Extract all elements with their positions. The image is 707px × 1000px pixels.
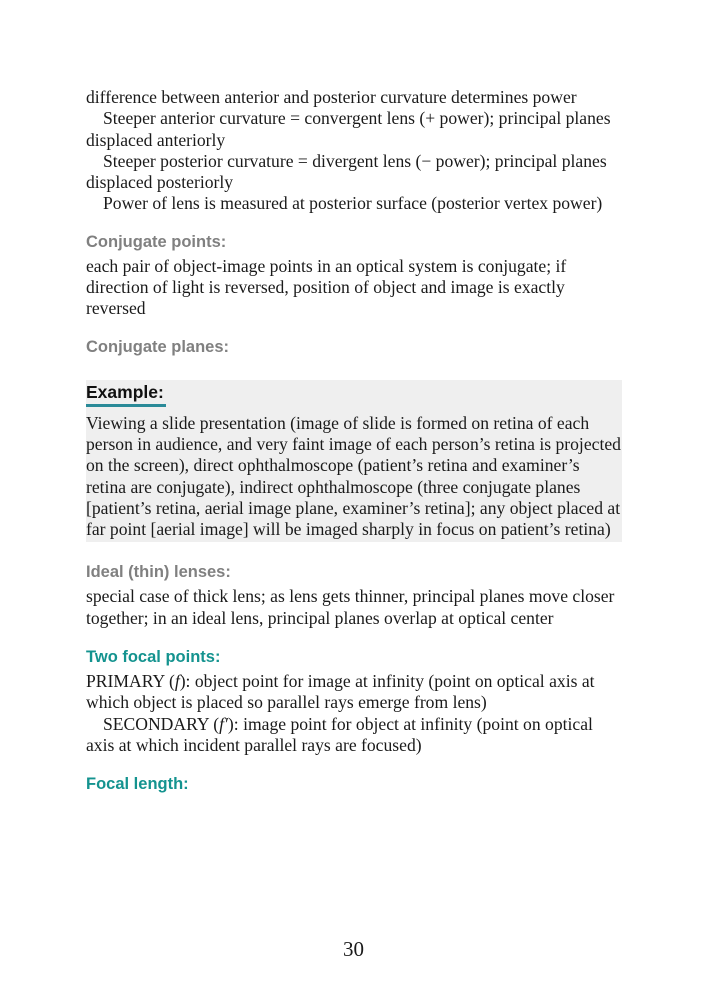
primary-label: PRIMARY ( — [86, 671, 175, 692]
conjugate-points-text: each pair of object-image points in an optical system is conjugate; if direction of light is reversed, position of object and image is exactly reversed — [86, 255, 567, 319]
posterior-curvature-paragraph: Steeper posterior curvature = divergent lens (− power); principal planes displaced posteriorly — [86, 150, 607, 193]
lens-power-paragraph: Power of lens is measured at posterior surface (posterior vertex power) — [103, 193, 603, 214]
ideal-lenses-text: special case of thick lens; as lens gets thinner, principal planes move closer together; in an ideal lens, principal planes overlap at optical center — [86, 586, 615, 628]
primary-symbol: f — [174, 671, 180, 692]
ideal-lenses-heading: Ideal (thin) lenses: — [86, 563, 231, 582]
focal-points-heading: Two focal points: — [86, 648, 221, 667]
page-number: 30 — [343, 937, 364, 961]
intro-paragraph: difference between anterior and posterior curvature determines power — [86, 87, 577, 107]
anterior-curvature-paragraph: Steeper anterior curvature = convergent lens (+ power); principal planes displaced anteriorly — [86, 108, 611, 150]
conjugate-planes-heading: Conjugate planes: — [86, 337, 230, 356]
focal-length-heading: Focal length: — [86, 775, 189, 794]
secondary-symbol: f′ — [219, 713, 228, 734]
example-text: Viewing a slide presentation (image of slide is formed on retina of each person in audience, and very faint image of each person’s retina is projected on the screen), direct ophthalmoscope (patient’s retina and examiner’s retina are conjugate), indirect ophthalmoscope (three conjugate planes [patient’s retina, aerial image plane, examiner’s retina]; any object placed at far point [aerial image] will be imaged sharply in focus on patient’s retina) — [86, 412, 621, 540]
secondary-focal-point-text — [86, 714, 622, 757]
secondary-label: SECONDARY ( — [103, 713, 220, 734]
example-box — [86, 380, 622, 543]
page-content — [86, 87, 622, 798]
primary-focal-point-text — [86, 671, 622, 714]
conjugate-points-heading: Conjugate points: — [86, 232, 227, 251]
primary-description: ): object point for image at infinity (point on optical axis at which object is placed so parallel rays emerge from lens) — [86, 671, 595, 713]
example-title: Example: — [86, 382, 166, 407]
secondary-description: ): image point for object at infinity (point on optical axis at which incident parallel rays are focused) — [86, 713, 593, 755]
